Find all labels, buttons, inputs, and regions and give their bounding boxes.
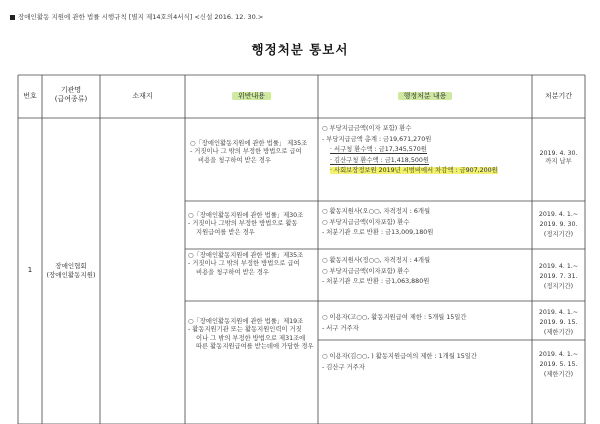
period-3-line-0: 2019. 4. 1.~: [538, 309, 579, 316]
disposition-1: [322, 207, 433, 239]
violation-3-line-1: - 활동지원기관 또는 활동지원인력이 거짓: [188, 326, 302, 334]
violation-1-line-0: ○「장애인활동지원에 관한 법률」제30조: [188, 212, 304, 219]
violation-3-line-2: 이나 그 밖의 부정한 방법으로 제31조에: [196, 334, 306, 342]
col-header-org-line2: (급여종류): [54, 95, 88, 103]
violation-3-line-3: 따른 활동지원급여를 받는데에 가담한 경우: [196, 343, 314, 351]
col-header-org-line1: 기관명: [60, 86, 82, 94]
period-4-line-0: 2019. 4. 1.~: [538, 351, 579, 358]
period-0-line-1: 까지 납부: [545, 158, 572, 166]
disposition-4-line-1: - 김산구 거주자: [322, 364, 365, 371]
period-2: [532, 262, 585, 292]
period-1-line-1: 2019. 9. 30.: [539, 221, 578, 228]
violation-3: [188, 318, 314, 352]
disposition-1-line-2: - 처분기관 으로 반환 : 금13,009,180원: [322, 229, 434, 236]
col-header-no: 번호: [23, 92, 37, 100]
disposition-2: [322, 256, 430, 288]
period-3-line-1: 2019. 9. 15.: [539, 319, 578, 326]
disposition-1-line-1: ○ 부당지급금액(이자포함) 환수: [322, 218, 410, 226]
row-number: 1: [27, 266, 33, 274]
period-4: [532, 350, 585, 380]
period-2-line-0: 2019. 4. 1.~: [538, 263, 579, 270]
disposition-0: [322, 124, 498, 177]
col-header-org: [42, 86, 100, 104]
violation-0-line-0: ○「장애인활동지원에 관한 법률」 제35조: [190, 140, 308, 147]
row-org-line1: 장애인협회: [55, 262, 87, 270]
disposition-4-line-0: ○ 이용자(김○○, ) 활동지원급여의 제한 : 1개월 15일간: [322, 353, 477, 360]
disposition-3: [322, 312, 466, 334]
disposition-0-line-0: ○ 부당지급금액(이자 포함) 환수: [322, 125, 412, 132]
violation-1-line-1: - 거짓이나 그밖의 부정한 방법으로 활동: [188, 220, 298, 228]
disposition-0-line-2: · 서구청 환수액 : 금17,345,570원: [330, 146, 427, 153]
row-org: [42, 262, 100, 280]
period-3: [532, 308, 585, 338]
violation-2-line-1: - 거짓이나 그 밖의 부정한 방법으로 급여: [188, 260, 300, 268]
disposition-1-line-0: ○ 활동지원사(오○○, 자격정지 : 6개월: [322, 208, 431, 215]
col-header-period: 처분기간: [544, 92, 573, 100]
violation-1: [188, 212, 303, 237]
violation-3-line-0: ○「장애인활동지원에 관한 법률」제19조: [188, 318, 304, 325]
period-3-line-2: (제한기간): [543, 329, 574, 336]
period-4-line-1: 2019. 5. 15.: [539, 361, 578, 368]
disposition-3-line-1: - 서구 거주자: [322, 325, 359, 332]
period-1-line-0: 2019. 4. 1.~: [538, 211, 579, 218]
violation-0-line-1: - 거짓이나 그 밖의 부정한 방법으로 급여: [190, 148, 302, 156]
period-0: [532, 150, 585, 167]
row-org-line2: (장애인활동지원): [46, 271, 96, 279]
page-title: 행정처분 통보서: [251, 42, 349, 57]
disposition-0-line-3: · 김산구청 환수액 : 금1,418,500원: [330, 156, 429, 164]
disposition-4: [322, 351, 477, 373]
form-header-text: 장애인활동 지원에 관한 법률 시행규칙 [별지 제14호의4서식] <신설 2016. 12. 30.>: [18, 13, 264, 21]
disposition-2-line-0: ○ 활동지원사(정○○, 자격정지 : 4개월: [322, 257, 431, 264]
period-1: [532, 210, 585, 240]
disposition-2-line-1: ○ 부당지급금액(이자포함) 환수: [322, 267, 410, 275]
disposition-0-line-1: - 부당지급금액 총계 : 금19,671,270원: [322, 135, 432, 143]
col-header-violation: [185, 92, 318, 101]
period-4-line-2: (제한기간): [543, 371, 574, 378]
violation-2: [188, 252, 303, 277]
disposition-2-line-2: - 처분기관 으로 반환 : 금1,063,880원: [322, 278, 430, 285]
disposition-0-line-4: · 사회보장정보원 2019년 시범비에서 차감액 : 금907,200원: [330, 167, 498, 174]
col-header-address: 소재지: [132, 92, 153, 100]
period-2-line-2: (정지기간): [543, 283, 574, 290]
period-0-line-0: 2019. 4. 30.: [539, 150, 578, 157]
disposition-3-line-0: ○ 이용자(고○○, 활동지원급여 제한 : 5개월 15일간: [322, 314, 467, 321]
col-header-disposition: [318, 92, 532, 101]
period-1-line-2: (정지기간): [543, 231, 574, 238]
col-header-disposition-label: 행정처분 내용: [398, 92, 453, 100]
violation-0-line-2: 비용을 청구하여 받은 경우: [198, 156, 271, 164]
violation-1-line-2: 지원급여를 받은 경우: [196, 228, 255, 236]
violation-2-line-2: 비용을 청구하여 받은 경우: [196, 268, 269, 276]
violation-2-line-0: ○「장애인활동지원에 관한 법률」제35조: [188, 252, 304, 259]
period-2-line-1: 2019. 7. 31.: [539, 273, 578, 280]
col-header-violation-label: 위반내용: [232, 92, 271, 100]
violation-0: [190, 140, 307, 165]
